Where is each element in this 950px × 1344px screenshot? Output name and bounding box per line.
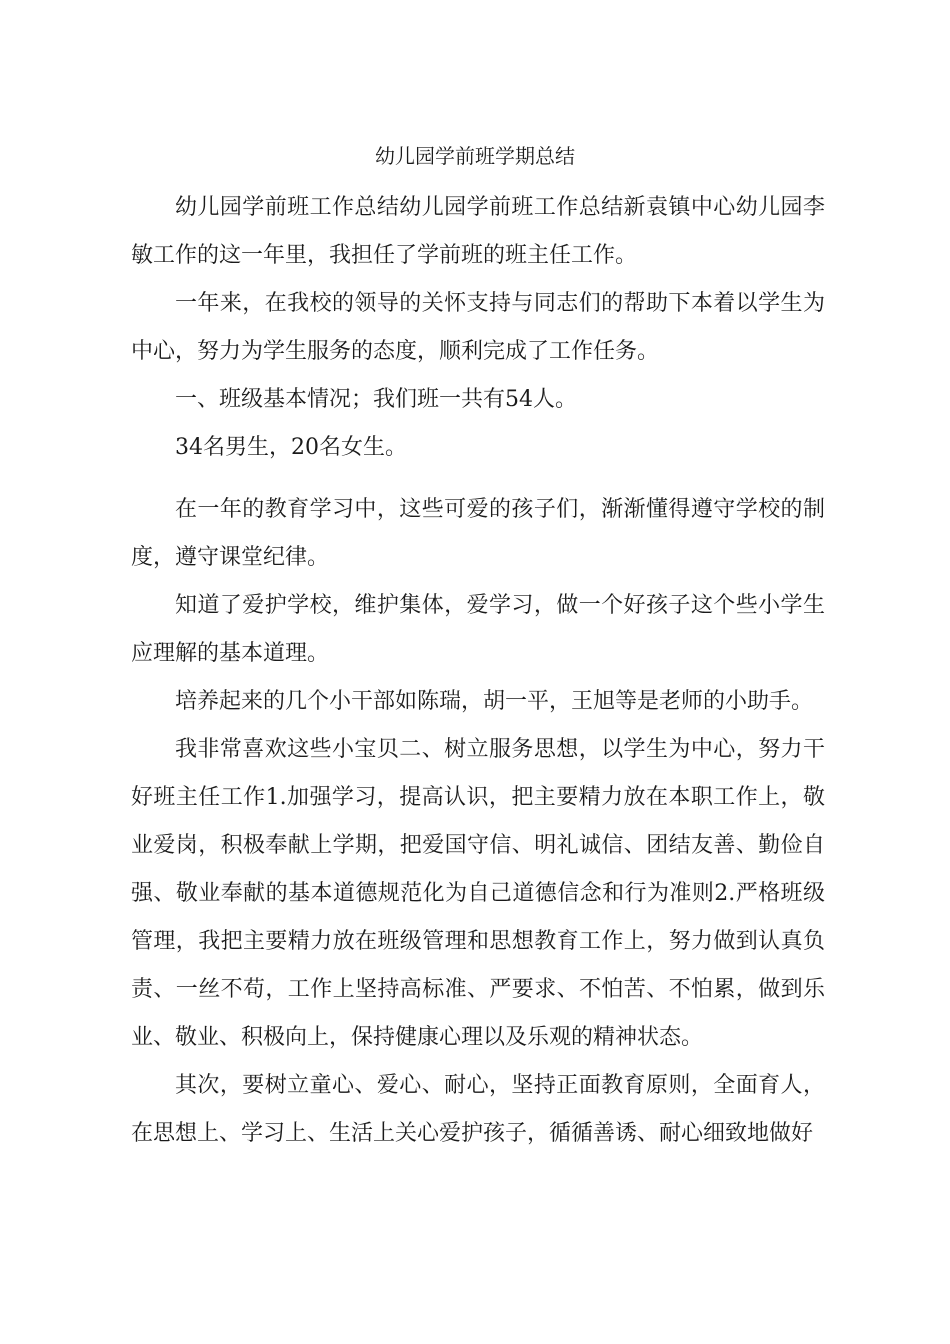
- document-body: [131, 184, 825, 1158]
- paragraph-9: 其次，要树立童心、爱心、耐心，坚持正面教育原则，全面育人，在思想上、学习上、生活上关心爱护孩子，循循善诱、耐心细致地做好: [131, 1073, 825, 1146]
- paragraph-8: 我非常喜欢这些小宝贝二、树立服务思想，以学生为中心，努力干好班主任工作1.加强学习，提高认识，把主要精力放在本职工作上，敬业爱岗，积极奉献上学期，把爱国守信、明礼诚信、团结友善、勤俭自强、敬业奉献的基本道德规范化为自己道德信念和行为准则2.严格班级管理，我把主要精力放在班级管理和思想教育工作上，努力做到认真负责、一丝不苟，工作上坚持高标准、严要求、不怕苦、不怕累，做到乐业、敬业、积极向上，保持健康心理以及乐观的精神状态。: [131, 737, 825, 1050]
- document-title: 幼儿园学前班学期总结: [375, 144, 575, 168]
- paragraph-2: 一年来，在我校的领导的关怀支持与同志们的帮助下本着以学生为中心，努力为学生服务的态度，顺利完成了工作任务。: [131, 291, 825, 364]
- paragraph-1: 幼儿园学前班工作总结幼儿园学前班工作总结新袁镇中心幼儿园李敏工作的这一年里，我担任了学前班的班主任工作。: [131, 195, 825, 268]
- paragraph-3: 一、班级基本情况；我们班一共有54人。: [175, 387, 577, 412]
- paragraph-6: 知道了爱护学校，维护集体，爱学习，做一个好孩子这个些小学生应理解的基本道理。: [131, 593, 825, 666]
- paragraph-4: 34名男生，20名女生。: [175, 435, 407, 460]
- paragraph-5: 在一年的教育学习中，这些可爱的孩子们，渐渐懂得遵守学校的制度，遵守课堂纪律。: [131, 497, 825, 570]
- paragraph-7: 培养起来的几个小干部如陈瑞，胡一平，王旭等是老师的小助手。: [175, 689, 814, 714]
